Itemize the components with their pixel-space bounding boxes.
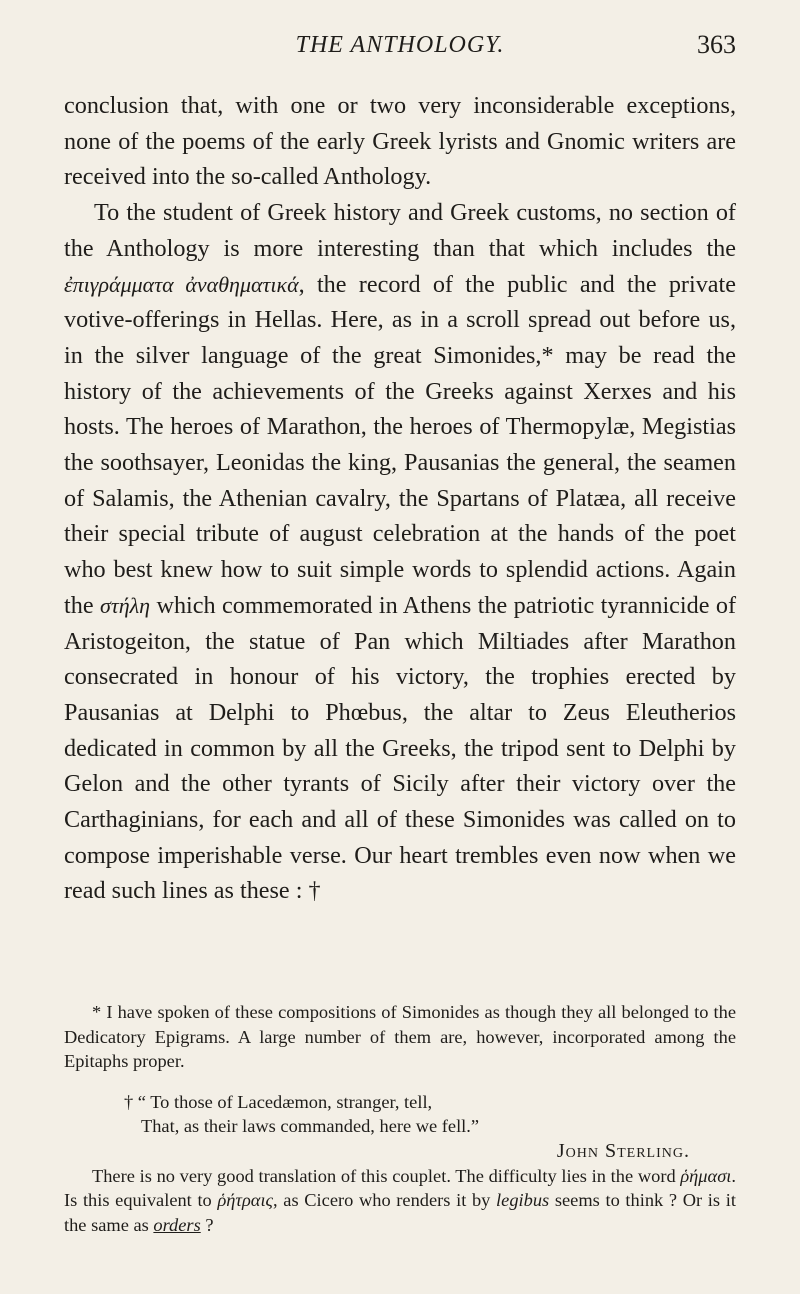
latin-word-legibus: legibus [496, 1190, 550, 1211]
footnote-tail-part-a: There is no very good translation of this couplet. The difficulty lies in the word [92, 1165, 676, 1186]
footnote-tail-part-b: . Is this equivalent to [64, 1165, 736, 1211]
footnote-tail-part-c: , as Cicero who renders it by [273, 1190, 491, 1211]
footnote-dagger-verse [64, 1090, 736, 1139]
greek-phrase-epigrammata: ἐπιγράμματα ἀναθηματικά [64, 271, 299, 297]
verse-line-1: † “ To those of Lacedæmon, stranger, tell, [124, 1091, 433, 1112]
paragraph-2-part-a: To the student of Greek history and Greek customs, no section of the Anthology is more interesting than that which includes the [64, 199, 736, 262]
running-head [64, 26, 736, 66]
greek-word-rhemasi: ῥήμασι [680, 1165, 732, 1186]
paragraph-2-part-b: , the record of the public and the private votive-offerings in Hellas. Here, as in a scroll spread out before us, in the silver language of the great Simonides,* may be read the history of the achievements of the Greeks against Xerxes and his hosts. The heroes of Marathon, the heroes of Thermopylæ, Megistias the soothsayer, Leonidas the king, Pausanias the general, the seamen of Salamis, the Athenian cavalry, the Spartans of Platæa, all receive their special tribute of august celebration at the hands of the poet who best knew how to suit simple words to splendid actions. Again the [64, 270, 736, 619]
footnote-star: * I have spoken of these compositions of Simonides as though they all belonged to the Dedicatory Epigrams. A large number of them are, however, incorporated among the Epitaphs proper. [64, 1002, 736, 1072]
paragraph-1: conclusion that, with one or two very inconsiderable exceptions, none of the poems of the early Greek lyrists and Gnomic writers are received into the so-called Anthology. [64, 92, 736, 191]
body-text [64, 88, 736, 909]
verse-signature: John Sterling. [556, 1139, 690, 1162]
footnote-tail-part-e: ? [205, 1214, 214, 1235]
word-orders: orders [153, 1214, 201, 1235]
footnotes [64, 1000, 736, 1237]
greek-word-rhetrais: ῥήτραις [217, 1190, 274, 1211]
footnote-tail [64, 1164, 736, 1238]
greek-word-stele: στήλη [99, 592, 151, 618]
footnote-tail-part-d: seems to think ? Or is it the same as [64, 1190, 736, 1235]
verse-line-2: That, as their laws commanded, here we fell.” [141, 1116, 480, 1137]
paragraph-2 [64, 195, 736, 909]
running-title: THE ANTHOLOGY. [295, 32, 505, 58]
paragraph-2-part-c: which commemorated in Athens the patriotic tyrannicide of Aristogeiton, the statue of Pan which Miltiades after Marathon consecrated in honour of his victory, the trophies erected by Pausanias at Delphi to Phœbus, the altar to Zeus Eleutherios dedicated in common by all the Greeks, the tripod sent to Delphi by Gelon and the other tyrants of Sicily after their victory over the Carthaginians, for each and all of these Simonides was called on to compose imperishable verse. Our heart trembles even now when we read such lines as these : † [64, 591, 737, 905]
page-number: 363 [697, 30, 736, 59]
